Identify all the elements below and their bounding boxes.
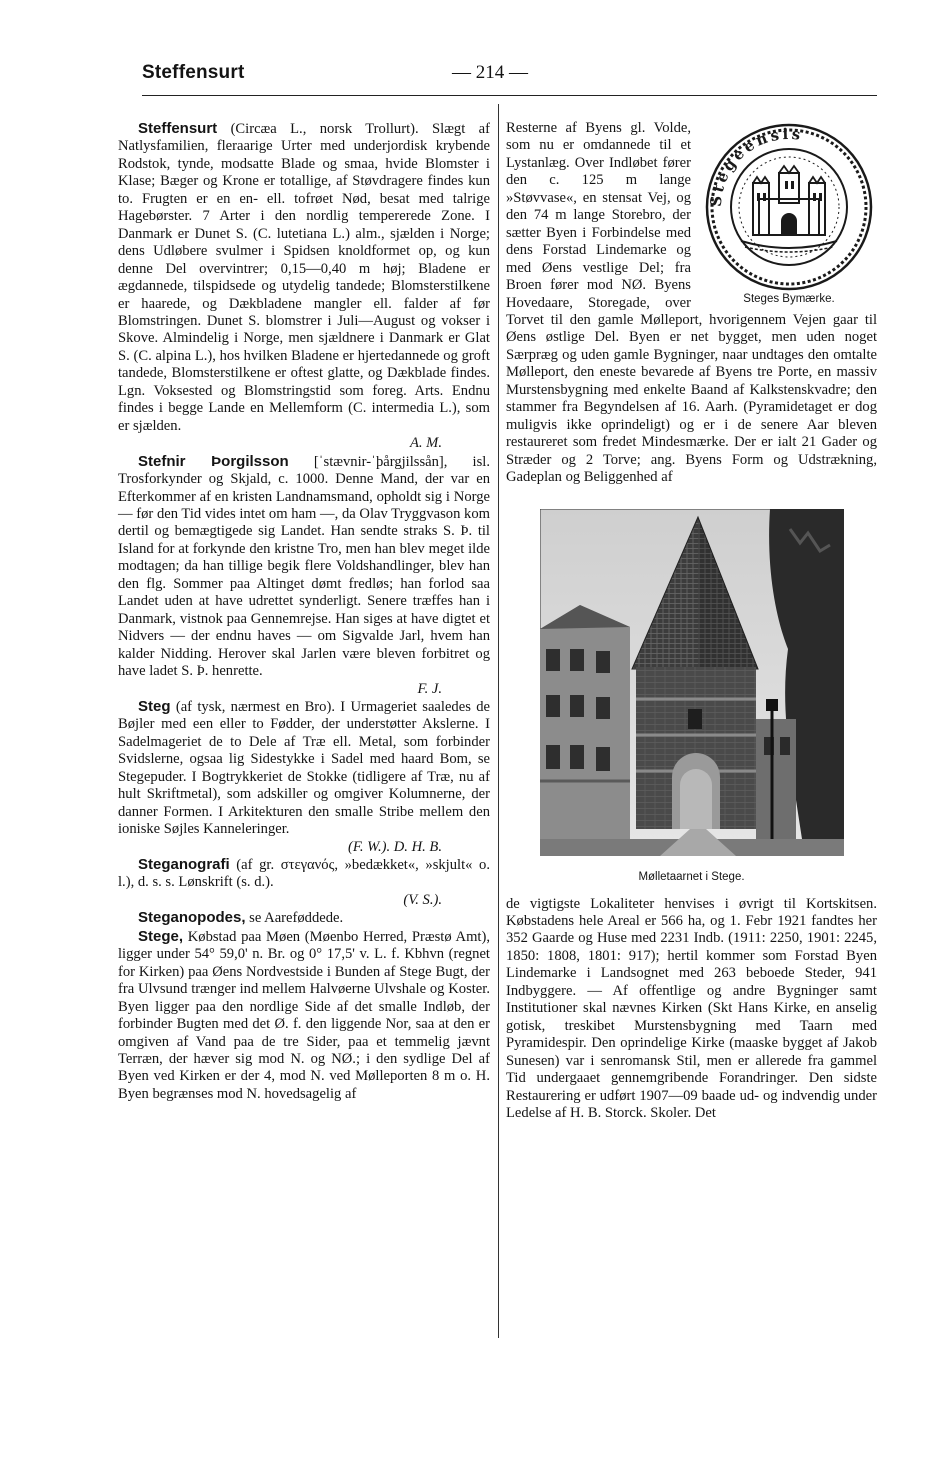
author-signature: (F. W.). D. H. B. <box>347 838 442 855</box>
entry-head: Steffensurt <box>138 120 218 137</box>
entry-body: se Aareføddede. <box>245 910 344 927</box>
page-number: — 214 — <box>452 62 528 83</box>
entry-steg <box>118 698 490 856</box>
entry-stege-continued: Resterne af Byens gl. Volde, som nu er omdannede til et Lystanlæg. Over Indløbet fører den c. 125 m lange »Støvvase«, en stensat Vej, og den 74 m lange Storebro, der sætter Byen i Forbindelse med dens Forstad Lindemarke og med Øens vestlige Del; fra Broen fører mod NØ. Byens Hovedaare, Storegade, over Torvet til den gamle Mølleport, hvorigennem Vejen gaar til Øens østlige Del. Byen er net bygget, men uden noget Særpræg og uden gamle Bygninger, naar undtages den omtalte Mølleport, den eneste bevarede af Byens tre Porte, en massiv Murstensbygning med enkelte Baand af Kalkstenskvadre; den stammer fra Begyndelsen af 16. Aarh. (Pyramidetaget er dog muligvis ikke oprindeligt) og er i de senere Aar bleven restaureret som fredet Mindesmærke. Der er ialt 21 Gader og Stræder og 2 Torve; ang. Byens Form og Udstrækning, Gadeplan og Beliggenhed af <box>506 120 877 486</box>
tower-caption: Mølletaarnet i Stege. <box>638 870 745 883</box>
running-head <box>142 62 877 96</box>
entry-steffensurt <box>118 120 490 453</box>
town-seal-image <box>701 123 877 291</box>
tower-photo-figure <box>506 509 877 884</box>
right-column <box>506 120 877 1122</box>
author-signature: F. J. <box>417 680 442 697</box>
entry-body: (af gr. στεγανός, »bedækket«, »skjult« o. l.), d. s. s. Lønskrift (s. d.). <box>118 857 490 891</box>
entry-head: Steganografi <box>138 856 230 874</box>
entry-stege-continued-2: de vigtigste Lokaliteter henvises i øvrigt til Kortskitsen. Købstadens hele Areal er 566 ha, og 1. Febr 1921 fandtes her 352 Gaarde og Huse med 2231 Indb. (1911: 2250, 1901: 2245, 1850: 1808, 1801: 917); hertil kommer som Forstad Byen Lindemarke i Landsognet med 263 beboede Steder, 941 Indbyggere. — Af offentlige og andre Bygninger samt Institutioner skal nævnes Kirken (Skt Hans Kirke, en anselig gotisk, treskibet Murstensbygning med Taarn med Pyramidespir. Den oprindelige Kirke (maaske bygget af Jakob Sunesen) var i senromansk Stil, men er allerede fra gammel Tid undergaaet gennemgribende Forandringer. Den sidste Restaurering er udført 1907—09 baade ud- og indvendig under Ledelse af H. B. Storck. Skoler. Det <box>506 895 877 1121</box>
tower-photograph <box>540 509 844 856</box>
left-column <box>118 120 490 1103</box>
entry-body: [ˈstævnir-ˈþårgjilssån], isl. Trosforkynder og Skjald, c. 1000. Denne Mand, der var en Efterkommer af en kristen Landnamsmand, opholdt sig i Norge — før den Tid vides intet om ham —, da Olav Tryggvason kom dertil og bemægtigede sig Landet. Han sendte straks S. Þ. til Island for at forkynde den kristne Tro, men han blev meget ilde modtagen; da han tillige begik flere Voldshandlinger, blev han den flg. Sommer paa Altinget dømt fredløs; han forlod saa Landet uden at have udrettet synderligt. Senere træffes han i Danmark, vistnok paa Gennemrejse. Han siges at have digtet et Nidvers — der endnu haves — om Sigvalde Jarl, hvem han kalder Nidding. Herover skal Jarlen være bleven forbitret og have ladet S. Þ. henrette. <box>118 453 490 680</box>
entry-steganografi <box>118 856 490 909</box>
entry-body: Købstad paa Møen (Møenbo Herred, Præstø Amt), ligger under 54° 59,0' n. Br. og 0° 17,5' v. L. f. Kbhvn (regnet for Kirken) paa Øens Nordvestside i Bunden af Stege Bugt, der fra Ulvsund trænger ind mellem Halvøerne Ulvshale og Koster. Byen ligger paa den nordlige Side af det smalle Indløb, der forbinder Bugten med det Ø. f. den liggende Nor, saa at den er omgiven af Vand paa de tre Sider, paa et temmelig jævnt Terræn, der hæver sig mod N. og NØ.; i den sydlige Del af Byen ved Kirken er der 4, mod N. ved Mølleporten 8 m o. H. Byen begrænses mod N. hovedsagelig af <box>118 928 490 1102</box>
author-signature: (V. S.). <box>403 891 442 908</box>
entry-stefnir <box>118 453 490 698</box>
entry-body: (af tysk, nærmest en Bro). I Urmageriet saaledes de Bøjler med een eller to Fødder, der understøtter Akslerne. I Sadelmageriet de to Dele af Træ ell. Metal, som forbinder Svidslerne, ogsaa lig Sidestykke i Sadel med haard Bom, se Stegepuder. I Bogtrykkeriet de Stokke (tidligere af Træ, nu af hult Skriftmetal), som adskiller og omgiver Kolumnerne, der danner Formen. I Arkitekturen den smalle Stribe mellem den ioniske Søjles Kanneleringer. <box>118 698 490 838</box>
seal-caption: Steges Bymærke. <box>743 293 835 305</box>
column-rule <box>498 104 499 1338</box>
entry-body: (Circæa L., norsk Trollurt). Slægt af Natlysfamilien, fleraarige Urter med underjordisk krybende Rodstok, tynde, modsatte Blade og smaa, hvide Blomster i Klase; Bæger og Krone er totallige, af Støvdragere findes kun to. Frugten er en en- ell. tofrøet Nød, besat med talrige Hagebørster. 7 Arter i den nordlig tempererede Zone. I Danmark er Dunet S. (C. lutetiana L.) alm., sjælden i Norge; dens Udløbere svulmer i Spidsen knoldformet op, og kun denne Del overvintrer; 0,15—0,40 m høj; Bladene er ægdannede, tilspidsede og utydelig tandede; Blomsterstilkene er haarede, og Dækbladene mangler ell. falder af før Blomstringen. Dunet S. blomstrer i Juli—August og vokser i Skove. Almindelig i Norge, men sjældnere i Danmark er Glat S. (C. alpina L.), hos hvilken Bladene er hjertedannede og groft tandede, Blomsterstilkene er oftest glatte, og Dækblade findes. Lgn. Voksested og Blomstringstid som foreg. Arts. Endnu findes i begge Lande en Mellemform (C. intermedia L.), som er sjælden. <box>118 121 490 434</box>
entry-head: Steg <box>138 697 171 715</box>
entry-steganopodes <box>118 909 490 927</box>
entry-stege <box>118 928 490 1104</box>
seal-legend: Stegeensis <box>706 124 805 208</box>
seal-figure <box>699 123 879 306</box>
entry-head: Steganopodes, <box>138 909 246 927</box>
header-rule <box>142 95 877 96</box>
entry-head: Stege, <box>138 927 184 945</box>
running-headword: Steffensurt <box>142 62 245 83</box>
author-signature: A. M. <box>409 435 442 452</box>
entry-head: Stefnir Þorgilsson <box>138 452 289 470</box>
